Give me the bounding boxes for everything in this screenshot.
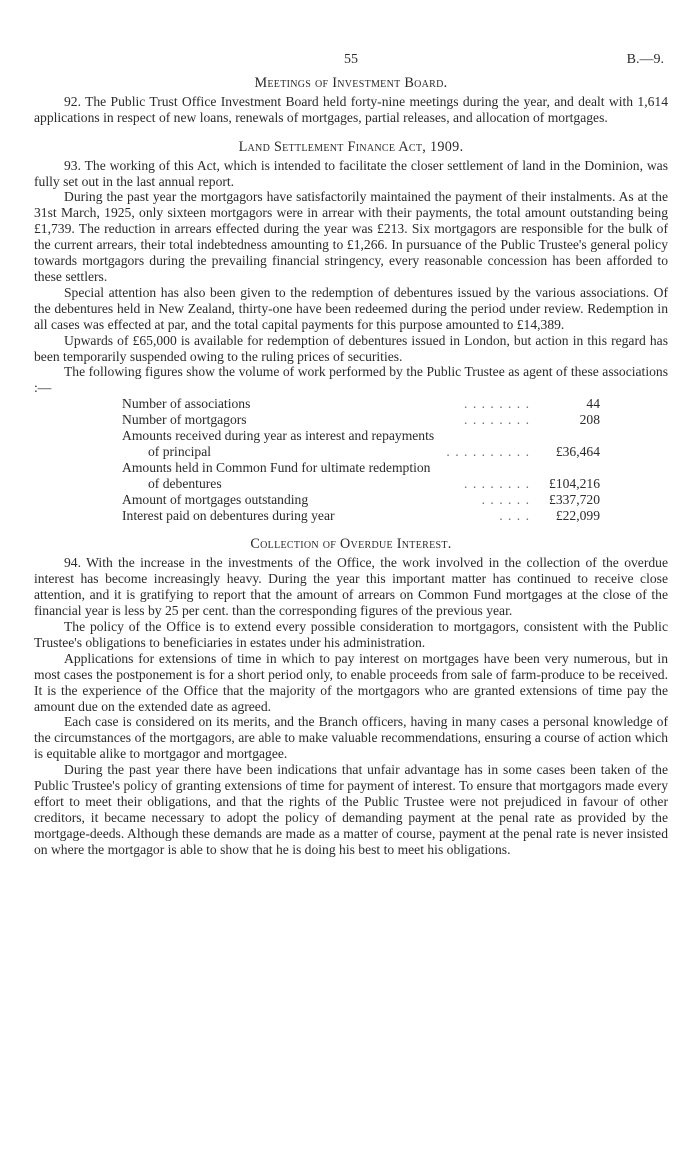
- page-header: [34, 52, 668, 76]
- paragraph-93: 93. The working of this Act, which is intended to facilitate the closer settlement of land in the Dominion, was fully set out in the last annual report.: [34, 157, 668, 189]
- table-row: [122, 412, 600, 428]
- leader-dots: . . . .: [499, 507, 530, 523]
- row-value: £337,720: [549, 491, 600, 507]
- section-heading-meetings: Meetings of Investment Board.: [254, 75, 448, 91]
- row-label: Amount of mortgages outstanding: [122, 491, 309, 507]
- leader-dots: . . . . . . . .: [464, 412, 530, 428]
- document-reference: B.—9.: [626, 52, 664, 67]
- leader-dots: . . . . . .: [481, 491, 530, 507]
- row-value: 208: [579, 412, 600, 428]
- row-value: 44: [586, 396, 600, 412]
- paragraph-debentures: Special attention has also been given to the redemption of debentures issued by the various associations. Of the debentures held in New Zealand, thirty-one have been redeemed during the period under review. Redemption in all cases was effected at par, and the total capital payments for this purpose amounted to £14,389.: [34, 284, 668, 332]
- leader-dots: . . . . . . . . . .: [446, 443, 530, 459]
- associations-figures-table: [122, 396, 600, 523]
- row-label: Amounts held in Common Fund for ultimate redemption: [122, 459, 431, 475]
- paragraph-94: 94. With the increase in the investments of the Office, the work involved in the collection of the overdue interest has become increasingly heavy. During the year this important matter has continued to receive close attention, and it is gratifying to report that the amount of arrears on Common Fund mortgages at the close of the financial year is less by 25 per cent. than the corresponding figures of the previous year.: [34, 555, 668, 619]
- table-row: [122, 444, 600, 460]
- paragraph-policy: The policy of the Office is to extend every possible consideration to mortgagors, consistent with the Public Trustee's obligations to beneficiaries in estates under his administration.: [34, 619, 668, 650]
- table-row: [122, 492, 600, 508]
- section-heading-land-settlement: Land Settlement Finance Act, 1909.: [238, 138, 464, 155]
- table-row: [122, 476, 600, 492]
- paragraph-figures-intro: The following figures show the volume of work performed by the Public Trustee as agent of these associations :—: [34, 364, 668, 396]
- paragraph-extensions: Applications for extensions of time in which to pay interest on mortgages have been very numerous, but in most cases the postponement is for a short period only, to enable proceeds from sale of farm-produce to be received. It is the experience of the Office that the majority of the mortgagors who are granted extensions of time pay the amount due on the extended date as agreed.: [34, 650, 668, 714]
- paragraph-92: 92. The Public Trust Office Investment Board held forty-nine meetings during the year, and dealt with 1,614 applications in respect of new loans, renewals of mortgages, partial releases, and allocation of mortgages.: [34, 93, 668, 125]
- leader-dots: . . . . . . . .: [464, 475, 530, 491]
- section-heading-collection: Collection of Overdue Interest.: [250, 536, 452, 553]
- page-number: 55: [344, 52, 358, 67]
- row-value: £104,216: [549, 475, 600, 491]
- paragraph-london: Upwards of £65,000 is available for redemption of debentures issued in London, but action in this regard has been temporarily suspended owing to the ruling prices of securities.: [34, 332, 668, 364]
- row-label: Number of associations: [122, 396, 251, 412]
- paragraph-penal-rate: During the past year there have been indications that unfair advantage has in some cases been taken of the Public Trustee's policy of granting extensions of time for payment of interest. To ensure that mortgagors made every effort to meet their obligations, and that the rights of the Public Trustee were not prejudiced in favour of other creditors, it became necessary to adopt the policy of demanding payment at the penal rate as provided by the mortgage-deeds. Although these demands are made as a matter of course, payment at the penal rate is never insisted on where the mortgagor is able to show that he is doing his best to meet his obligations.: [34, 762, 668, 857]
- table-row: [122, 428, 600, 444]
- paragraph-arrears: During the past year the mortgagors have satisfactorily maintained the payment of their instalments. As at the 31st March, 1925, only sixteen mortgagors were in arrear with their payments, the total amount outstanding being £1,739. The reduction in arrears effected during the year was £213. Six mortgagors are responsible for the bulk of the current arrears, their total indebtedness amounting to £1,266. In pursuance of the Public Trustee's general policy towards mortgagors during the prevailing financial stringency, every reasonable concession has been afforded to these settlers.: [34, 189, 668, 284]
- table-row: [122, 396, 600, 412]
- row-value: £22,099: [555, 507, 600, 523]
- row-value: £36,464: [555, 443, 600, 459]
- row-label: Amounts received during year as interest and repayments: [122, 428, 435, 444]
- row-label-continued: of principal: [148, 443, 212, 459]
- row-label: Number of mortgagors: [122, 412, 247, 428]
- table-row: [122, 508, 600, 524]
- table-row: [122, 460, 600, 476]
- leader-dots: . . . . . . . .: [464, 396, 530, 412]
- row-label-continued: of debentures: [148, 475, 222, 491]
- paragraph-merits: Each case is considered on its merits, and the Branch officers, having in many cases a personal knowledge of the circumstances of the mortgagors, are able to make valuable recommendations, ensuring a course of action which is equitable alike to mortgagor and mortgagee.: [34, 714, 668, 762]
- row-label: Interest paid on debentures during year: [122, 507, 335, 523]
